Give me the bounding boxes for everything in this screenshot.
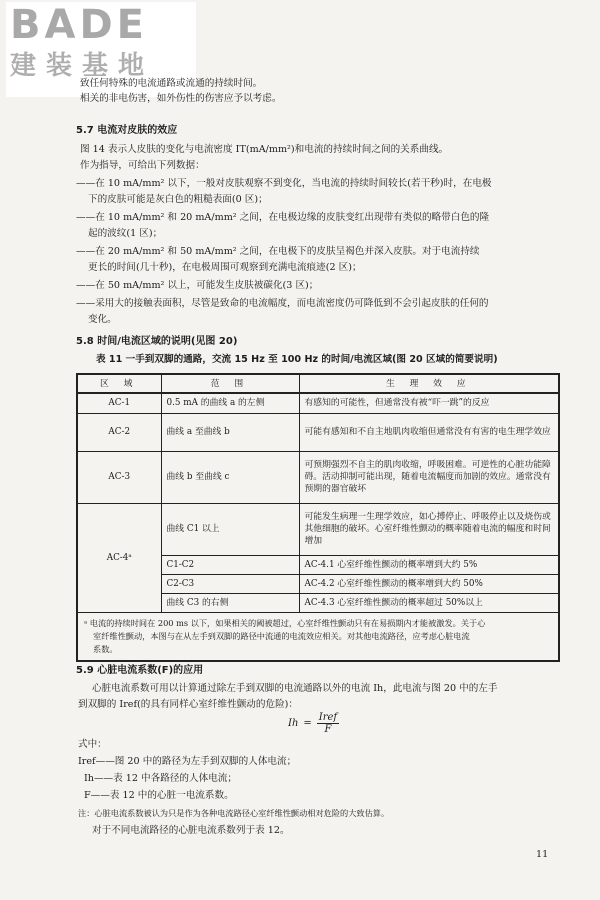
table-row <box>77 413 559 451</box>
range-cell: 曲线 C3 的右侧 <box>161 593 299 612</box>
table-header-row <box>77 374 559 393</box>
formula-numerator: Iref <box>318 712 338 723</box>
zone-cell: AC-2 <box>77 413 161 451</box>
footnote-line: ᵃ 电流的持续时间在 200 ms 以下，如果相关的阈被超过，心室纤维性颤动只有在易损期内才能被激发。关于心 <box>84 617 486 628</box>
list-item: ——在 10 mA/mm² 以下，一般对皮肤观察不到变化，当电流的持续时间较长(若干秒)时，在电极 <box>76 178 492 189</box>
list-item: ——在 50 mA/mm² 以上，可能发生皮肤被碳化(3 区)； <box>76 280 319 291</box>
range-cell: 曲线 C1 以上 <box>161 503 299 555</box>
effect-cell: 可能有感知和不自主地肌肉收缩但通常没有有害的电生理学效应 <box>299 413 559 451</box>
list-item: ——在 20 mA/mm² 和 50 mA/mm² 之间，在电极下的皮肤呈褐色并深入皮肤。对于电流持续 <box>76 246 480 257</box>
definition: Iref——图 20 中的路径为左手到双脚的人体电流； <box>78 756 297 767</box>
header-zone: 区 域 <box>77 374 161 393</box>
intro-line: 相关的非电伤害，如外伤性的伤害应予以考虑。 <box>80 93 282 104</box>
zone-cell: AC-1 <box>77 393 161 413</box>
range-cell: 曲线 b 至曲线 c <box>161 451 299 503</box>
section-5-9-heading: 5.9 心脏电流系数(F)的应用 <box>76 665 204 676</box>
table-footnote <box>77 612 559 661</box>
table-footnote-row <box>77 612 559 661</box>
paragraph: 对于不同电流路径的心脏电流系数列于表 12。 <box>92 825 290 836</box>
formula <box>288 712 339 735</box>
logo-chinese: 建装基地 <box>10 51 155 81</box>
effect-cell: 可预期强烈不自主的肌肉收缩，呼吸困难。可逆性的心脏功能障碍。活动抑制可能出现，随着电流幅度而加剧的效应。通常没有预期的器官破坏 <box>299 451 559 503</box>
range-cell: 0.5 mA 的曲线 a 的左侧 <box>161 393 299 413</box>
definition: Ih——表 12 中各路径的人体电流； <box>84 773 237 784</box>
header-effect: 生 理 效 应 <box>299 374 559 393</box>
paragraph: 到双脚的 Iref(的具有同样心室纤维性颤动的危险)： <box>78 699 299 710</box>
table-11-caption: 表 11 一手到双脚的通路，交流 15 Hz 至 100 Hz 的时间/电流区域(图 20 区域的简要说明) <box>96 354 498 365</box>
table-row <box>77 393 559 413</box>
definition: F——表 12 中的心脏一电流系数。 <box>84 790 234 801</box>
list-item-cont: 起的波纹(1 区)； <box>88 228 163 239</box>
effect-cell: 有感知的可能性，但通常没有被“吓一跳”的反应 <box>299 393 559 413</box>
effect-cell: AC-4.3 心室纤维性颤动的概率超过 50%以上 <box>299 593 559 612</box>
formula-denominator: F <box>324 724 332 735</box>
table-row <box>77 503 559 555</box>
range-cell: C2-C3 <box>161 574 299 593</box>
header-range: 范 围 <box>161 374 299 393</box>
table-row <box>77 451 559 503</box>
formula-equals: = <box>303 718 312 729</box>
range-cell: 曲线 a 至曲线 b <box>161 413 299 451</box>
page-number: 11 <box>536 849 549 860</box>
logo-latin: BADE <box>10 2 148 48</box>
paragraph: 心脏电流系数可用以计算通过除左手到双脚的电流通路以外的电流 Ih，此电流与图 20 中的左手 <box>92 683 498 694</box>
formula-fraction <box>317 712 339 735</box>
list-item-cont: 下的皮肤可能是灰白色的粗糙表面(0 区)； <box>88 194 268 205</box>
paragraph: 作为指导，可给出下列数据： <box>80 160 205 171</box>
effect-cell: AC-4.2 心室纤维性颤动的概率增到大约 50% <box>299 574 559 593</box>
footnote-line: 室纤维性颤动，本图与在从左手到双脚的路径中流通的电流效应相关。对其他电流路径，应考虑心脏电流 <box>93 630 470 641</box>
formula-lhs: Ih <box>288 718 299 729</box>
effect-cell: AC-4.1 心室纤维性颤动的概率增到大约 5% <box>299 555 559 574</box>
section-5-8-heading: 5.8 时间/电流区域的说明(见图 20) <box>76 336 238 347</box>
effect-cell: 可能发生病理一生理学效应，如心搏停止、呼吸停止以及烧伤或其他细胞的破坏。心室纤维性颤动的概率随着电流的幅度和时间增加 <box>299 503 559 555</box>
intro-line: 致任何特殊的电流通路或流通的持续时间。 <box>80 78 263 89</box>
section-5-7-heading: 5.7 电流对皮肤的效应 <box>76 125 178 136</box>
list-item-cont: 变化。 <box>88 314 117 325</box>
note: 注：心脏电流系数被认为只是作为各种电流路径心室纤维性颤动相对危险的大致估算。 <box>78 808 390 818</box>
zone-cell: AC-4ᵃ <box>77 503 161 612</box>
list-item-cont: 更长的时间(几十秒)，在电极周围可观察到充满电流痕迹(2 区)； <box>88 262 362 273</box>
range-cell: C1-C2 <box>161 555 299 574</box>
zone-cell: AC-3 <box>77 451 161 503</box>
paragraph: 图 14 表示人皮肤的变化与电流密度 IT(mA/mm²)和电流的持续时间之间的关系曲线。 <box>80 144 449 155</box>
table-11 <box>76 373 560 662</box>
where-label: 式中： <box>78 739 107 750</box>
list-item: ——在 10 mA/mm² 和 20 mA/mm² 之间，在电极边缘的皮肤变红出现带有类似的略带白色的隆 <box>76 212 490 223</box>
footnote-line: 系数。 <box>93 643 118 654</box>
list-item: ——采用大的接触表面积，尽管是致命的电流幅度，而电流密度仍可降低到不会引起皮肤的任何的 <box>76 298 489 309</box>
